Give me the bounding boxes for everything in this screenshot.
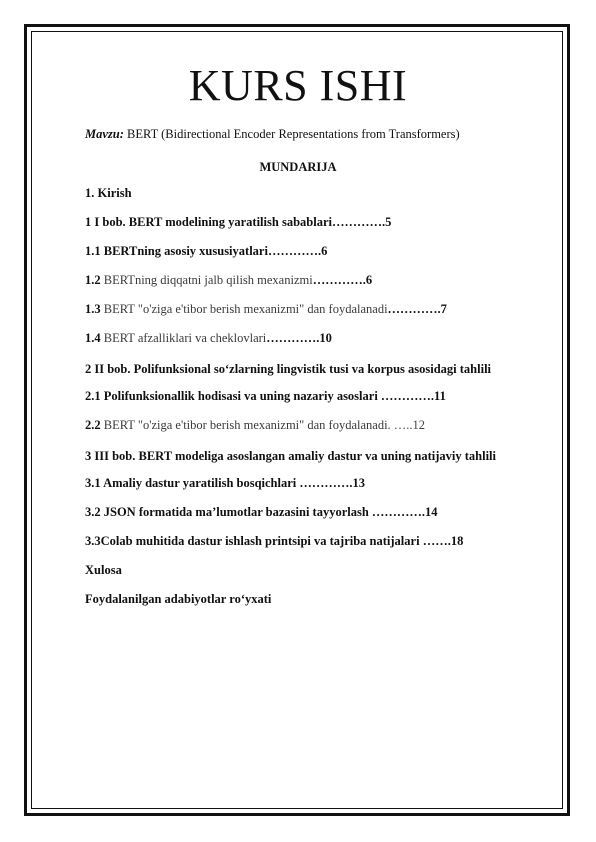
toc-dots: ……. xyxy=(422,534,451,548)
toc-dots: …………. xyxy=(266,331,320,345)
toc-text: Xulosa xyxy=(85,563,122,577)
toc-dots: …………. xyxy=(371,505,426,519)
toc-number: 1. xyxy=(85,186,98,200)
toc-entry-1-1 xyxy=(85,243,523,260)
toc-page: 11 xyxy=(434,389,446,403)
toc-page: 12 xyxy=(412,418,426,432)
toc-page: 6 xyxy=(365,273,373,287)
toc-text: BERT afzalliklari va cheklovlari xyxy=(103,331,267,345)
toc-text: Amaliy dastur yaratilish bosqichlari xyxy=(103,476,300,490)
toc-entry-1-4 xyxy=(85,330,523,347)
toc-text: BERTning diqqatni jalb qilish mexanizmi xyxy=(103,273,313,287)
toc-entry-1-2 xyxy=(85,272,523,289)
topic-text: BERT (Bidirectional Encoder Representations from Transformers) xyxy=(123,127,460,141)
page-title: KURS ISHI xyxy=(188,61,408,110)
toc-number: 1.4 xyxy=(85,331,104,345)
toc-entry-chapter-2 xyxy=(85,359,523,379)
toc-entry-chapter-1 xyxy=(85,214,523,231)
toc-text: Kirish xyxy=(97,186,132,200)
toc-number: 3 xyxy=(85,449,95,463)
toc-number: 1.3 xyxy=(85,302,104,316)
toc-page: 5 xyxy=(385,215,392,229)
toc-text: Polifunksionallik hodisasi va uning nazariy asoslari xyxy=(103,389,381,403)
toc-dots: ….. xyxy=(393,418,413,432)
toc-dots: …………. xyxy=(299,476,353,490)
table-of-contents xyxy=(85,185,523,620)
toc-text: I bob. BERT modelining yaratilish sabablari xyxy=(94,215,332,229)
toc-dots: …………. xyxy=(312,273,366,287)
toc-text: BERT "o'ziga e'tibor berish mexanizmi" dan foydalanadi xyxy=(103,302,388,316)
toc-text: III bob. BERT modeliga asoslangan amaliy dastur va uning natijaviy tahlili xyxy=(94,449,497,463)
toc-number: 2.1 xyxy=(85,389,104,403)
toc-page: 7 xyxy=(440,302,447,316)
toc-text: BERT "o'ziga e'tibor berish mexanizmi" dan foydalanadi. xyxy=(103,418,394,432)
topic-line xyxy=(85,126,460,142)
toc-dots: …………. xyxy=(387,302,441,316)
toc-number: 1.2 xyxy=(85,273,104,287)
toc-number: 1.1 xyxy=(85,244,104,258)
toc-number: 2 xyxy=(85,362,95,376)
toc-entry-3-1 xyxy=(85,475,523,492)
toc-text: Foydalanilgan adabiyotlar ro‘yxati xyxy=(85,592,272,606)
toc-entry-3-3 xyxy=(85,533,523,550)
toc-page: 18 xyxy=(450,534,464,548)
topic-label: Mavzu: xyxy=(85,127,124,141)
toc-text: JSON formatida ma’lumotlar bazasini tayyorlash xyxy=(103,505,372,519)
toc-entry-chapter-3 xyxy=(85,446,523,466)
toc-page: 14 xyxy=(425,505,438,519)
toc-number: 1 xyxy=(85,215,95,229)
toc-number: 2.2 xyxy=(85,418,104,432)
toc-page: 13 xyxy=(352,476,366,490)
toc-number: 3.3 xyxy=(85,534,101,548)
toc-entry-references xyxy=(85,591,523,608)
contents-heading: MUNDARIJA xyxy=(259,160,337,174)
toc-entry-3-2 xyxy=(85,504,523,521)
toc-dots: …………. xyxy=(331,215,386,229)
toc-entry-2-2 xyxy=(85,417,523,434)
toc-page: 6 xyxy=(321,244,328,258)
toc-text: BERTning asosiy xususiyatlari xyxy=(103,244,268,258)
toc-dots: …………. xyxy=(267,244,322,258)
toc-dots: …………. xyxy=(380,389,435,403)
toc-entry-introduction xyxy=(85,185,523,202)
toc-number: 3.2 xyxy=(85,505,104,519)
toc-text: Colab muhitida dastur ishlash printsipi va tajriba natijalari xyxy=(100,534,423,548)
toc-entry-2-1 xyxy=(85,388,523,405)
toc-text: II bob. Polifunksional so‘zlarning lingvistik tusi va korpus asosidagi tahlili xyxy=(94,362,492,376)
toc-page: 10 xyxy=(319,331,332,345)
toc-entry-1-3 xyxy=(85,301,523,318)
toc-number: 3.1 xyxy=(85,476,104,490)
toc-entry-conclusion xyxy=(85,562,523,579)
